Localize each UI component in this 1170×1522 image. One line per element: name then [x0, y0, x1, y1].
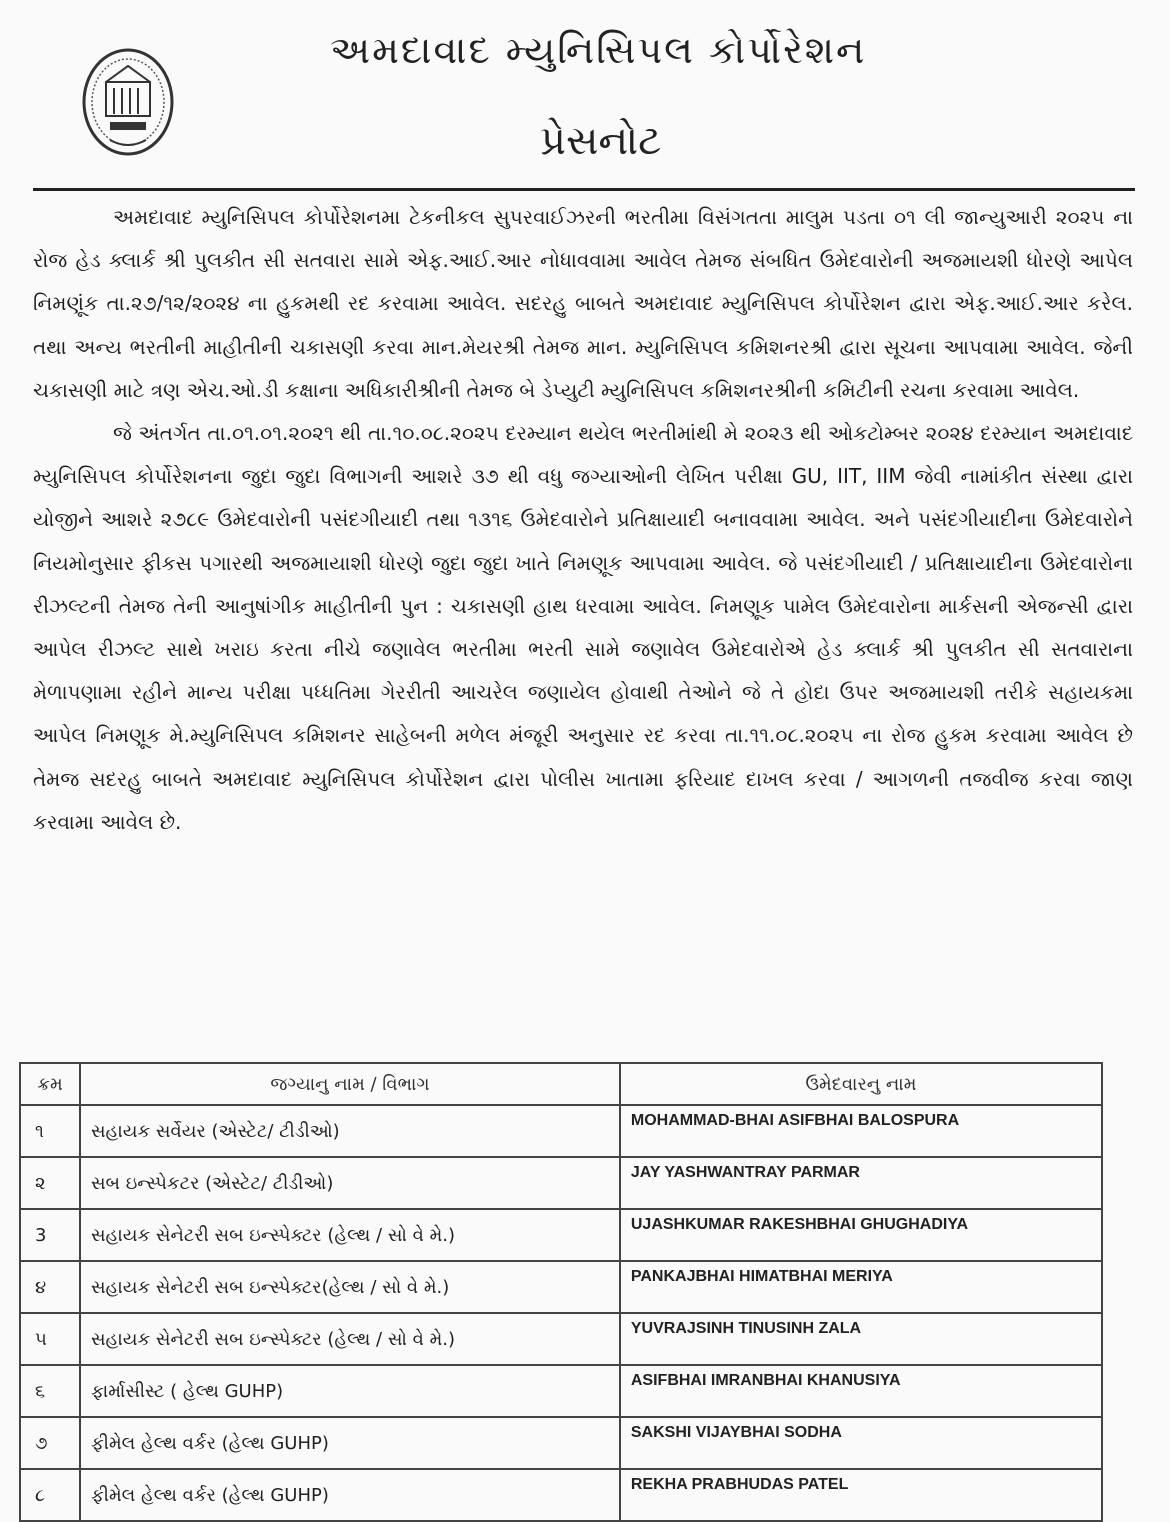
- table-header-row: [20, 1063, 1102, 1105]
- table-row: [20, 1157, 1102, 1209]
- row-post: સહાયક સર્વેયર (એસ્ટેટ/ ટીડીઓ): [80, 1105, 620, 1157]
- row-post: સહાયક સેનેટરી સબ ઇન્સ્પેક્ટર(હેલ્થ / સો વે મે.): [80, 1261, 620, 1313]
- table-row: [20, 1105, 1102, 1157]
- row-post: સહાયક સેનેટરી સબ ઇન્સ્પેક્ટર (હેલ્થ / સો વે મે.): [80, 1209, 620, 1261]
- row-candidate: UJASHKUMAR RAKESHBHAI GHUGHADIYA: [620, 1209, 1102, 1261]
- row-post: સબ ઇન્સ્પેકટર (એસ્ટેટ/ ટીડીઓ): [80, 1157, 620, 1209]
- table-row: [20, 1365, 1102, 1417]
- row-post: ફીમેલ હેલ્થ વર્કર (હેલ્થ GUHP): [80, 1469, 620, 1521]
- organization-name: અમદાવાદ મ્યુનિસિપલ કોર્પોરેશન: [330, 28, 867, 72]
- row-candidate: PANKAJBHAI HIMATBHAI MERIYA: [620, 1261, 1102, 1313]
- table-row: [20, 1209, 1102, 1261]
- row-candidate: SAKSHI VIJAYBHAI SODHA: [620, 1417, 1102, 1469]
- document-title: પ્રેસનોટ: [540, 118, 662, 164]
- table-row: [20, 1469, 1102, 1521]
- row-serial: ૮: [20, 1469, 80, 1521]
- header-serial: ક્રમ: [20, 1063, 80, 1105]
- header-candidate: ઉમેદવારનુ નામ: [620, 1063, 1102, 1105]
- header-divider: [33, 188, 1135, 191]
- header-post: જગ્યાનુ નામ / વિભાગ: [80, 1063, 620, 1105]
- row-post: ફીમેલ હેલ્થ વર્કર (હેલ્થ GUHP): [80, 1417, 620, 1469]
- row-post: ફાર્માસીસ્ટ ( હેલ્થ GUHP): [80, 1365, 620, 1417]
- row-candidate: YUVRAJSINH TINUSINH ZALA: [620, 1313, 1102, 1365]
- row-candidate: ASIFBHAI IMRANBHAI KHANUSIYA: [620, 1365, 1102, 1417]
- row-candidate: JAY YASHWANTRAY PARMAR: [620, 1157, 1102, 1209]
- row-serial: ૫: [20, 1313, 80, 1365]
- table-row: [20, 1261, 1102, 1313]
- row-serial: ૭: [20, 1417, 80, 1469]
- amc-seal-logo: [80, 46, 176, 162]
- paragraph-2: જે અંતર્ગત તા.૦૧.૦૧.૨૦૨૧ થી તા.૧૦.૦૮.૨૦૨૫ દરમ્યાન થયેલ ભરતીમાંથી મે ૨૦૨૩ થી ઓકટોમ્બર ૨૦૨૪ દરમ્યાન અમદાવાદ મ્યુનિસિપલ કોર્પોરેશનના જુદા જુદા વિભાગની આશરે ૩૭ થી વધુ જગ્યાઓની લેખિત પરીક્ષા GU, IIT, IIM જેવી નામાંકીત સંસ્થા દ્વારા યોજીને આશરે ૨૭૮૯ ઉમેદવારોની પસંદગીયાદી તથા ૧૩૧૬ ઉમેદવારોને પ્રતિક્ષાયાદી બનાવવામા આવેલ. અને પસંદગીયાદીના ઉમેદવારોને નિયમોનુસાર ફીકસ પગારથી અજમાયાશી ધોરણે જુદા જુદા ખાતે નિમણૂક આપવામા આવેલ. જે પસંદગીયાદી / પ્રતિક્ષાયાદીના ઉમેદવારોના રીઝલ્ટની તેમજ તેની આનુષાંગીક માહીતીની પુન : ચકાસણી હાથ ધરવામા આવેલ. નિમણૂક પામેલ ઉમેદવારોના માર્કસની એજન્સી દ્વારા આપેલ રીઝલ્ટ સાથે ખરાઇ કરતા નીચે જણાવેલ ભરતીમા ભરતી સામે જણાવેલ ઉમેદવારોએ હેડ ક્લાર્ક શ્રી પુલકીત સી સતવારાના મેળાપણામા રહીને માન્ય પરીક્ષા પધ્ધતિમા ગેરરીતી આચરેલ જણાયેલ હોવાથી તેઓને જે તે હોદા ઉપર અજમાયશી તરીકે સહાયકમા આપેલ નિમણૂક મે.મ્યુનિસિપલ કમિશનર સાહેબની મળેલ મંજૂરી અનુસાર રદ કરવા તા.૧૧.૦૮.૨૦૨૫ ના રોજ હુકમ કરવામા આવેલ છે તેમજ સદરહુ બાબતે અમદાવાદ મ્યુનિસિપલ કોર્પોરેશન દ્વારા પોલીસ ખાતામા ફરિયાદ દાખલ કરવા / આગળની તજવીજ કરવા જાણ કરવામા આવેલ છે.: [33, 421, 1133, 834]
- paragraph-1: અમદાવાદ મ્યુનિસિપલ કોર્પોરેશનમા ટેકનીકલ સુપરવાઈઝરની ભરતીમા વિસંગતતા માલુમ પડતા ૦૧ લી જાન્યુઆરી ૨૦૨૫ ના રોજ હેડ ક્લાર્ક શ્રી પુલકીત સી સતવારા સામે એફ.આઈ.આર નોધાવવામા આવેલ તેમજ સંબધિત ઉમેદવારોની અજમાયશી ધોરણે આપેલ નિમણૂંક તા.૨૭/૧૨/૨૦૨૪ ના હુકમથી રદ કરવામા આવેલ. સદરહુ બાબતે અમદાવાદ મ્યુનિસિપલ કોર્પોરેશન દ્વારા એફ.આઈ.આર કરેલ. તથા અન્ય ભરતીની માહીતીની ચકાસણી કરવા માન.મેયરશ્રી તેમજ માન. મ્યુનિસિપલ કમિશનરશ્રી દ્વારા સૂચના આપવામા આવેલ. જેની ચકાસણી માટે ત્રણ એચ.ઓ.ડી કક્ષાના અધિકારીશ્રીની તેમજ બે ડેપ્યુટી મ્યુનિસિપલ કમિશનરશ્રીની કમિટીની રચના કરવામા આવેલ.: [33, 205, 1133, 402]
- row-candidate: REKHA PRABHUDAS PATEL: [620, 1469, 1102, 1521]
- row-serial: ૨: [20, 1157, 80, 1209]
- row-serial: ૪: [20, 1261, 80, 1313]
- table-row: [20, 1417, 1102, 1469]
- row-post: સહાયક સેનેટરી સબ ઇન્સ્પેક્ટર (હેલ્થ / સો વે મે.): [80, 1313, 620, 1365]
- row-serial: ૧: [20, 1105, 80, 1157]
- row-serial: 3: [20, 1209, 80, 1261]
- table-row: [20, 1313, 1102, 1365]
- press-note-body: [33, 196, 1133, 844]
- row-candidate: MOHAMMAD-BHAI ASIFBHAI BALOSPURA: [620, 1105, 1102, 1157]
- row-serial: ૬: [20, 1365, 80, 1417]
- candidate-table: [19, 1062, 1103, 1522]
